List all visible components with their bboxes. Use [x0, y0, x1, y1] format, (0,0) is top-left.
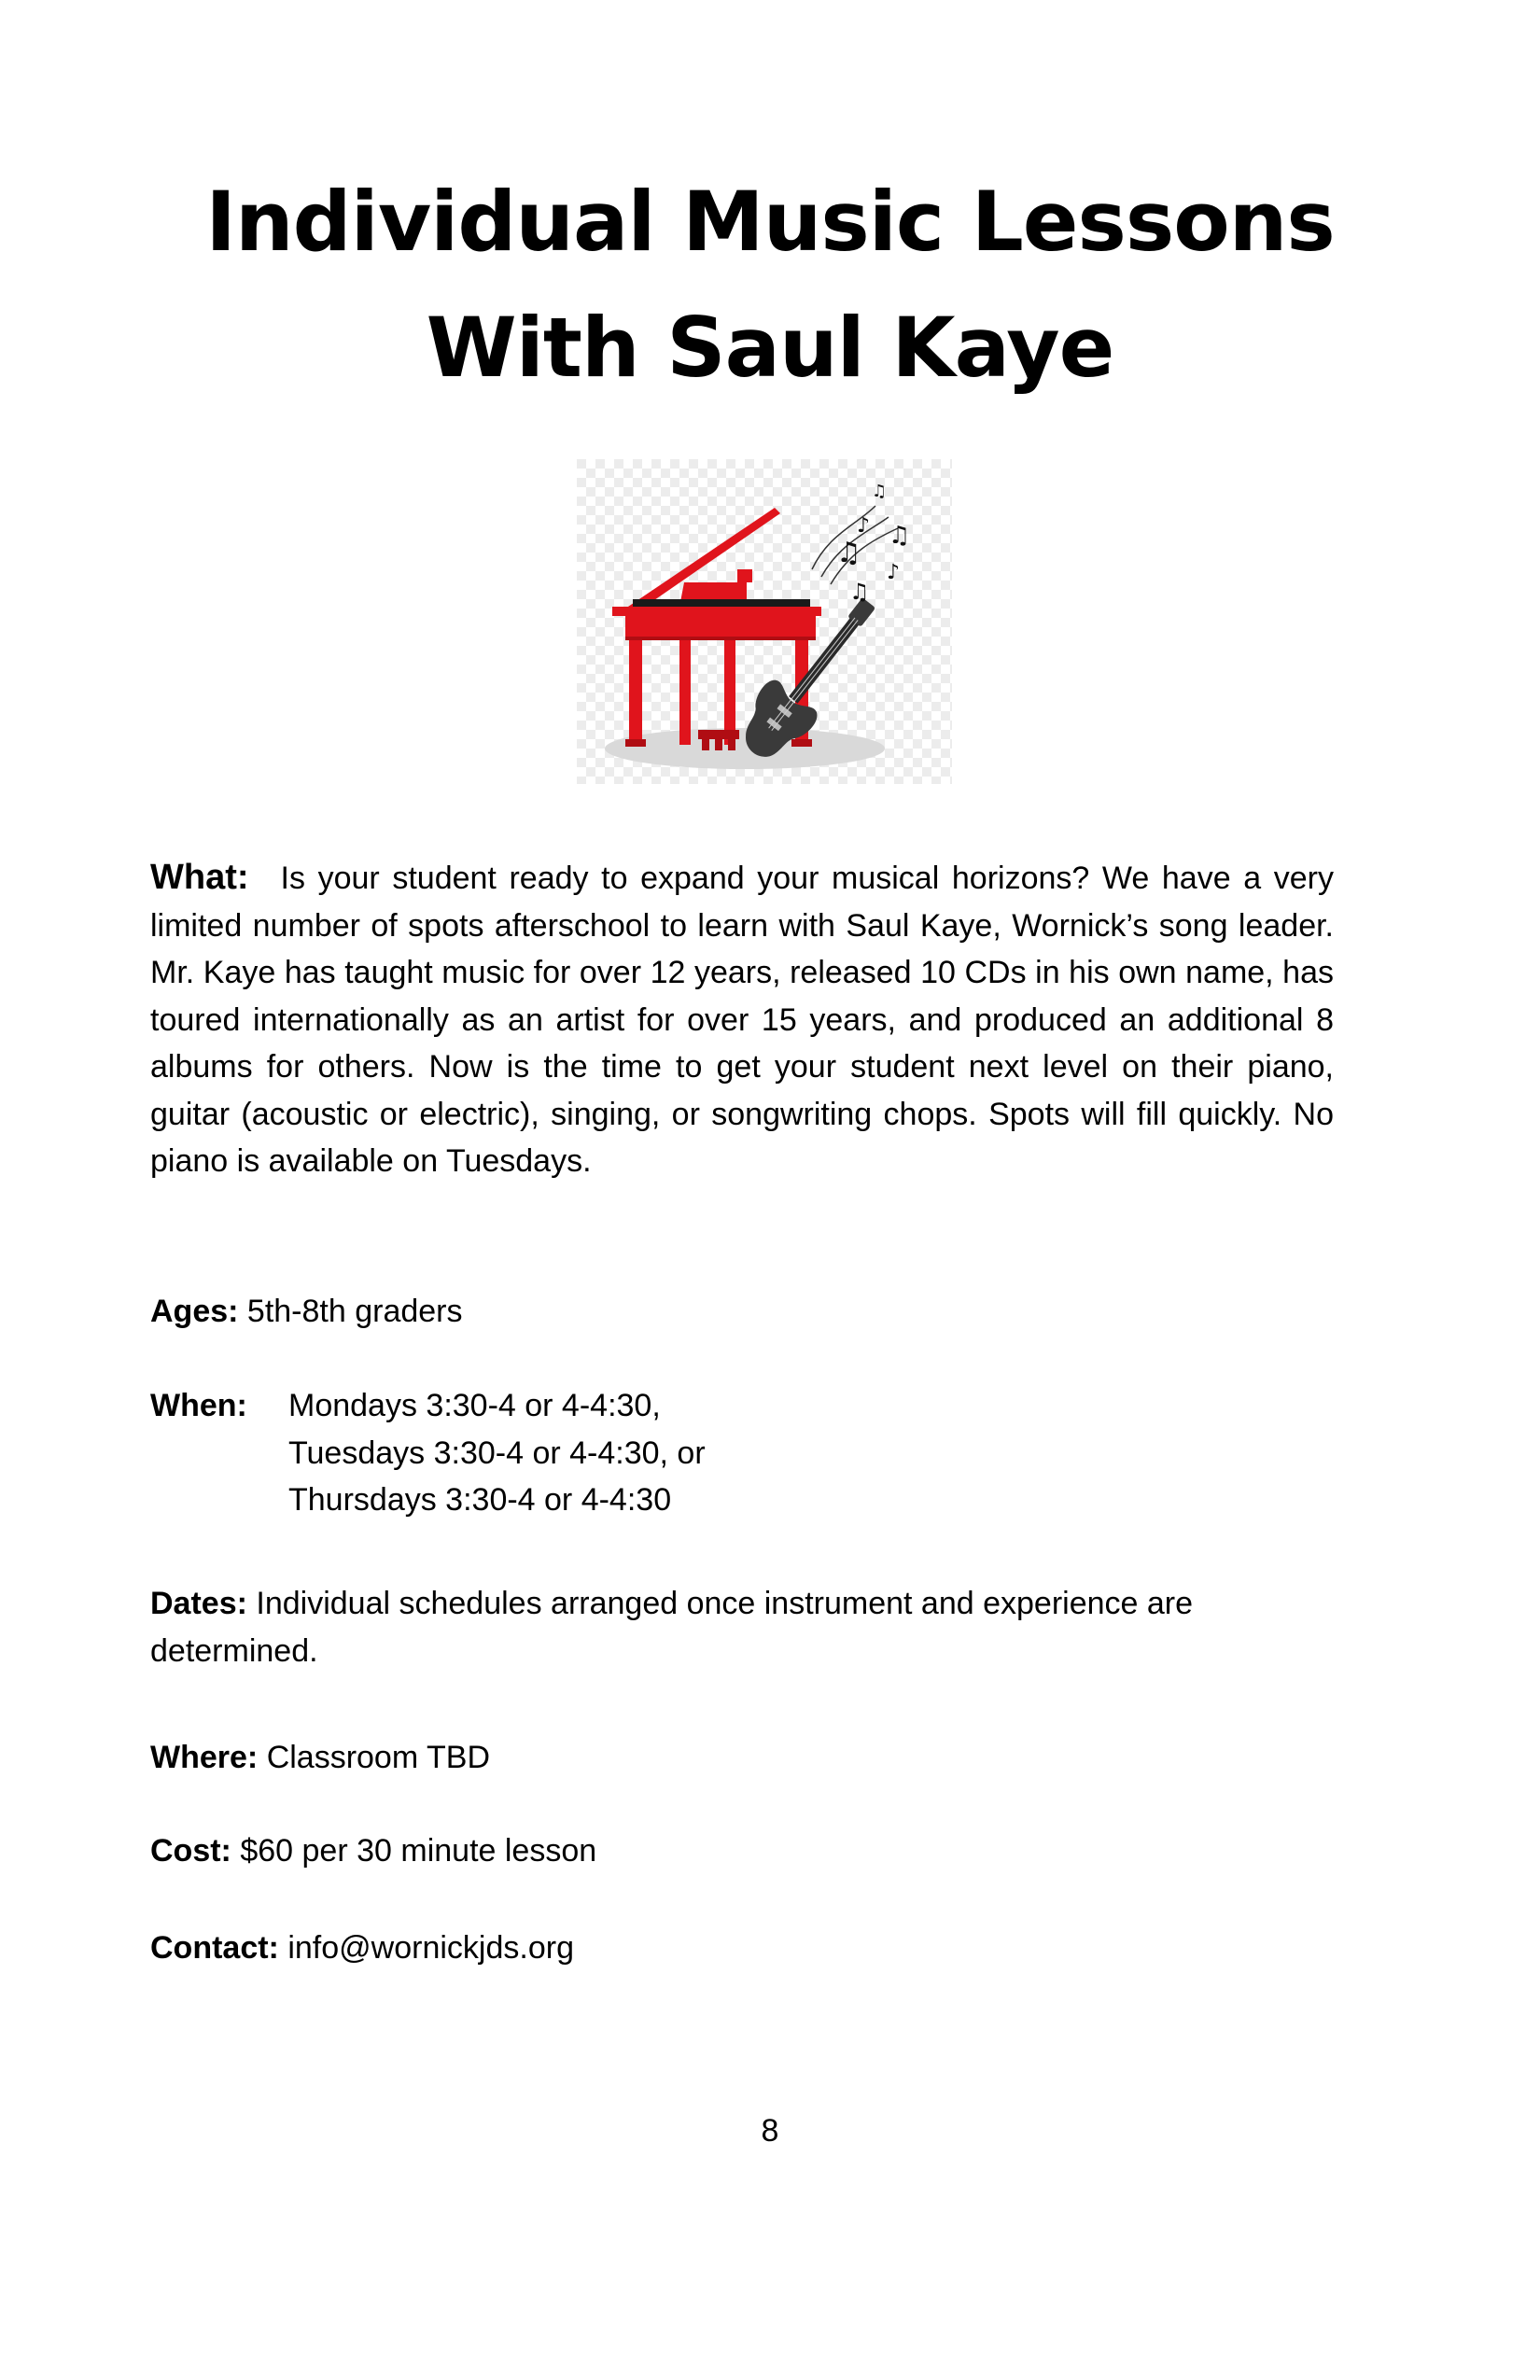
- svg-text:♫: ♫: [849, 579, 870, 605]
- ages-label: Ages:: [150, 1294, 239, 1329]
- what-text: Is your student ready to expand your musical horizons? We have a very limited number of spots afterschool to learn with Saul Kaye, Wornick’s song leader. Mr. Kaye has taught music for over 12 years, released 10 CDs in his own name, has toured internationally as an artist for over 15 years, and produced an additional 8 albums for others. Now is the time to get your student next level on their piano, guitar (acoustic or electric), singing, or songwriting chops. Spots will fill quickly. No piano is available on Tuesdays.: [150, 861, 1334, 1179]
- page-number: 8: [761, 2113, 779, 2149]
- svg-text:♪: ♪: [857, 514, 871, 538]
- title-line-1: Individual Music Lessons: [205, 174, 1335, 270]
- ages-value: 5th-8th graders: [246, 1294, 463, 1329]
- title-line-2: With Saul Kaye: [426, 300, 1114, 396]
- cost-section: [150, 1827, 1334, 1875]
- dates-value: Individual schedules arranged once instrument and experience are determined.: [150, 1586, 1194, 1669]
- when-label: When:: [150, 1388, 247, 1423]
- contact-email[interactable]: info@wornickjds.org: [287, 1930, 574, 1966]
- cost-label: Cost:: [150, 1833, 231, 1869]
- where-section: [150, 1734, 1334, 1782]
- svg-text:♪: ♪: [887, 561, 901, 584]
- svg-text:♫: ♫: [889, 522, 911, 550]
- when-line: Tuesdays 3:30-4 or 4-4:30, or: [288, 1435, 706, 1471]
- piano-guitar-music-notes-icon: [577, 459, 952, 784]
- where-value: Classroom TBD: [266, 1740, 490, 1775]
- when-section: [150, 1382, 1334, 1524]
- svg-text:♫: ♫: [872, 482, 888, 501]
- page-title: [0, 159, 1540, 411]
- svg-text:♫: ♫: [836, 537, 861, 569]
- when-line: Thursdays 3:30-4 or 4-4:30: [288, 1482, 672, 1518]
- what-section: [150, 854, 1334, 1185]
- contact-section: [150, 1925, 1334, 1972]
- dates-section: [150, 1580, 1334, 1674]
- contact-label: Contact:: [150, 1930, 279, 1966]
- dates-label: Dates:: [150, 1586, 247, 1621]
- cost-value: $60 per 30 minute lesson: [240, 1833, 597, 1869]
- where-label: Where:: [150, 1740, 259, 1775]
- what-label: What:: [150, 858, 249, 897]
- ages-section: [150, 1288, 1334, 1336]
- when-line: Mondays 3:30-4 or 4-4:30,: [288, 1388, 661, 1423]
